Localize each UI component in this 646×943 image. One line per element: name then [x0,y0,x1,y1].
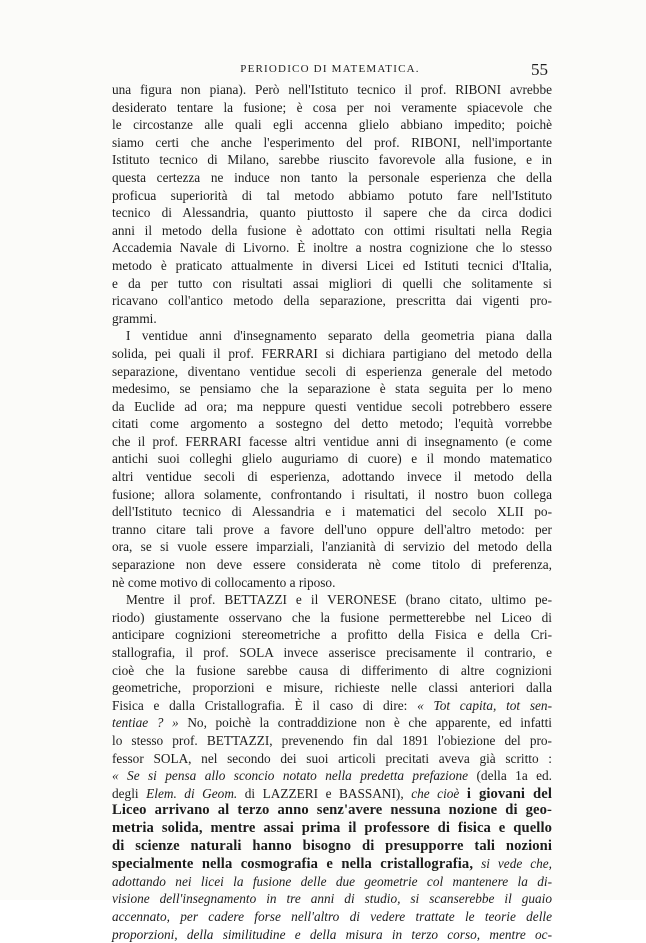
text-line: tranno citare tali prove a favore dell'uno oppure dell'altro metodo: per [112,521,552,539]
body-text [112,81,552,943]
quote-line: proporzioni, della similitudine e della misura in terzo corso, mentre oc- [112,926,552,943]
text-line: lo stesso prof. BETTAZZI, prevenendo fin dal 1891 l'obiezione del pro- [112,732,552,750]
text-line: separazione, diventano ventidue secoli di esperienza generale del metodo [112,363,552,381]
text-line: anticipare cognizioni stereometriche a profitto della Fisica e della Cri- [112,626,552,644]
text-line: da Euclide ad ora; ma neppure questi ventidue secoli potrebbero essere [112,398,552,416]
text-line: fessor SOLA, nel secondo dei suoi articoli precitati aveva già scritto : [112,750,552,768]
text-line: una figura non piana). Però nell'Istituto tecnico il prof. RIBONI avrebbe [112,81,552,99]
text-line: e da per tutto con risultati assai migliori di quelli che solitamente si [112,275,552,293]
text-line: stallografia, il prof. SOLA invece asserisce precisamente il contrario, e [112,644,552,662]
text-line: Accademia Navale di Livorno. È inoltre a nostra cognizione che lo stesso [112,239,552,257]
text-line: geometriche, proporzioni e misure, richieste nelle classi anteriori dalla [112,679,552,697]
text-line [112,714,552,732]
text-line: solida, pei quali il prof. FERRARI si dichiara partigiano del metodo della [112,345,552,363]
emphasis-line: di scienze naturali hanno bisogno di presupporre tali nozioni [112,838,552,856]
text-line: Mentre il prof. BETTAZZI e il VERONESE (brano citato, ultimo pe- [112,591,552,609]
text-line: Istituto tecnico di Milano, sarebbe riuscito favorevole alla fusione, e in [112,151,552,169]
quote-italic: che cioè [411,786,459,801]
text-line: riodo) giustamente osservano che la fusione permetterebbe nel Liceo di [112,609,552,627]
quote-italic: si vede che, [481,856,552,871]
quote-line: visione dell'insegnamento in tre anni di studio, si scanserebbe il guaio [112,890,552,908]
text-line: cioè che la fusione sarebbe causa di differimento di altre cognizioni [112,662,552,680]
text-line: proficua superiorità di tal metodo abbiamo potuto fare nell'Istituto [112,187,552,205]
text-line [112,767,552,785]
emphasis-bold: i giovani del [467,786,552,802]
running-title: PERIODICO DI MATEMATICA. [112,63,548,75]
page-number: 55 [531,60,548,80]
text-line [112,785,552,803]
text-line [112,697,552,715]
text-line: medesimo, se pensiamo che la separazione è stata seguita per lo meno [112,380,552,398]
quote-line: accennato, per cadere forse nell'altro di vedere trattate le teorie delle [112,908,552,926]
text-line: ora, se si vuole essere imparziali, l'anzianità di servizio del metodo della [112,538,552,556]
emphasis-bold: specialmente nella cosmografia e nella cristallografia, [112,856,473,872]
text-line: tecnico di Alessandria, quanto piuttosto il sapere che da circa dodici [112,204,552,222]
text-line: siamo certi che anche l'esperimento del prof. RIBONI, nell'importante [112,134,552,152]
quote-italic: « Se si pensa allo sconcio notato nella predetta prefazione [112,768,468,783]
quote-italic: « Tot capita, tot sen- [417,698,552,713]
text-line [112,855,552,873]
text-line: separazione non deve essere considerata nè come titolo di preferenza, [112,556,552,574]
text-line: ricavano coll'antico metodo della separazione, prescritta dai vigenti pro- [112,292,552,310]
text-line: antichi suoi colleghi glielo auguriamo di cuore) e il mondo matematico [112,450,552,468]
emphasis-line: metria solida, mentre assai prima il professore di fisica e quello [112,820,552,838]
text-line: che il prof. FERRARI facesse altri ventidue anni di insegnamento (e come [112,433,552,451]
text-run: di LAZZERI e BASSANI), [245,786,404,801]
text-line: questa certezza ne induce non tanto la personale esperienza che della [112,169,552,187]
text-run: No, poichè la contraddizione non è che apparente, ed infatti [187,715,552,730]
citation-italic: Elem. di Geom. [146,786,237,801]
text-line: citati come argomento a sostegno del detto metodo; l'equità vorrebbe [112,415,552,433]
text-run: Fisica e dalla Cristallografia. È il caso di dire: [112,698,407,713]
text-line: le circostanze alle quali egli accenna glielo abbiano impedito; poichè [112,116,552,134]
text-line: grammi. [112,310,552,328]
text-line: nè come motivo di collocamento a riposo. [112,574,552,592]
running-head [112,63,548,79]
text-run: degli [112,786,139,801]
text-run: (della 1a ed. [477,768,553,783]
emphasis-line: Liceo arrivano al terzo anno senz'avere nessuna nozione di geo- [112,802,552,820]
text-line: metodo è praticato attualmente in diversi Licei ed Istituti tecnici d'Italia, [112,257,552,275]
text-line: dell'Istituto tecnico di Alessandria e i matematici del secolo XLII po- [112,503,552,521]
quote-line: adottando nei licei la fusione delle due geometrie col mantenere la di- [112,873,552,891]
text-line: anni il metodo della fusione è adottato con ottimi risultati nella Regia [112,222,552,240]
quote-italic: tentiae ? » [112,715,179,730]
text-line: altri ventidue secoli di esperienza, adottando invece il metodo della [112,468,552,486]
text-line: fusione; allora solamente, confrontando i risultati, il nostro buon collega [112,486,552,504]
text-line: desiderato tentare la fusione; è cosa per noi veramente spiacevole che [112,99,552,117]
text-line: I ventidue anni d'insegnamento separato della geometria piana dalla [112,327,552,345]
